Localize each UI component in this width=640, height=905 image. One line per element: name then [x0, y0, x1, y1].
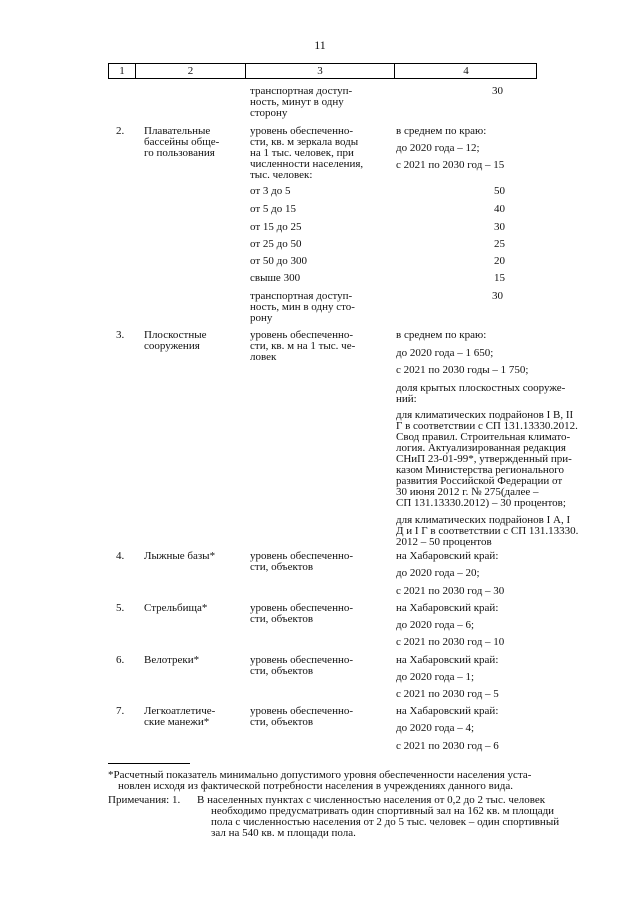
header-col-2: 2 — [187, 65, 194, 77]
row6-value-1: на Хабаровский край: — [396, 654, 499, 666]
page-number: 11 — [314, 38, 326, 52]
row5-value-1: на Хабаровский край: — [396, 602, 499, 614]
row4-value-2: до 2020 года – 20; — [396, 567, 480, 579]
row6-number: 6. — [116, 654, 125, 666]
row2-sub-value: 40 — [494, 203, 505, 215]
row4-number: 4. — [116, 550, 125, 562]
row2-sub-value: 20 — [494, 255, 505, 267]
row7-value-1: на Хабаровский край: — [396, 705, 499, 717]
footnote-separator — [108, 763, 190, 764]
row2-indicator: уровень обеспеченно- сти, кв. м зеркала воды на 1 тыс. человек, при численности населения, тыс. человек: — [250, 125, 364, 181]
row3-value-4: доля крытых плоскостных сооруже- ний: — [396, 382, 566, 405]
row2-transport: транспортная доступ- ность, мин в одну сто- рону — [250, 290, 355, 324]
row3-name: Плоскостные сооружения — [144, 329, 207, 352]
row2-sub-value: 50 — [494, 185, 505, 197]
row4-value-1: на Хабаровский край: — [396, 550, 499, 562]
row3-value-6: для климатических подрайонов I А, I Д и I Г в соответствии с СП 131.13330. 2012 – 50 процентов — [396, 514, 579, 548]
row5-number: 5. — [116, 602, 125, 614]
header-col-1: 1 — [119, 65, 125, 77]
row7-value-3: с 2021 по 2030 год – 6 — [396, 740, 499, 752]
notes-label: Примечания: 1. — [108, 794, 181, 806]
row6-name: Велотреки* — [144, 654, 200, 666]
row5-value-3: с 2021 по 2030 год – 10 — [396, 636, 505, 648]
row7-name: Легкоатлетиче- ские манежи* — [144, 705, 216, 728]
row2-sub-label: от 50 до 300 — [250, 255, 308, 267]
header-col-3: 3 — [317, 65, 323, 77]
footnote: *Расчетный показатель минимально допустимого уровня обеспеченности населения уста- новлен исходя из фактической потребности населения в учреждениях данного вида. — [108, 769, 532, 792]
row6-value-2: до 2020 года – 1; — [396, 671, 475, 683]
row7-number: 7. — [116, 705, 125, 717]
row3-indicator: уровень обеспеченно- сти, кв. м на 1 тыс. че- ловек — [250, 329, 356, 363]
row2-sub-value: 25 — [494, 238, 505, 250]
row4-value-3: с 2021 по 2030 год – 30 — [396, 585, 505, 597]
row3-value-3: с 2021 по 2030 годы – 1 750; — [396, 364, 529, 376]
row2-sub-label: от 5 до 15 — [250, 203, 297, 215]
row6-value-3: с 2021 по 2030 год – 5 — [396, 688, 499, 700]
row2-sub-label: свыше 300 — [250, 272, 301, 284]
row2-sub-label: от 25 до 50 — [250, 238, 302, 250]
row2-number: 2. — [116, 125, 125, 137]
row7-value-2: до 2020 года – 4; — [396, 722, 475, 734]
row7-indicator: уровень обеспеченно- сти, объектов — [250, 705, 354, 728]
row0-value: 30 — [492, 85, 503, 97]
row3-value-5: для климатических подрайонов I В, II Г в соответствии с СП 131.13330.2012. Свод правил. Строительная климато- логия. Актуализированная редакция СНиП 23-01-99*, утвержденный при- казом Министерства регионального развития Российской Федерации от 30 июня 2012 г. № 275(далее – СП 131.13330.2012) – 30 процентов; — [396, 409, 578, 509]
row4-indicator: уровень обеспеченно- сти, объектов — [250, 550, 354, 573]
row6-indicator: уровень обеспеченно- сти, объектов — [250, 654, 354, 677]
row2-name: Плавательные бассейны обще- го пользования — [144, 125, 220, 159]
row5-name: Стрельбища* — [144, 602, 208, 614]
row4-name: Лыжные базы* — [144, 550, 216, 562]
row3-value-1: в среднем по краю: — [396, 329, 487, 341]
row5-value-2: до 2020 года – 6; — [396, 619, 475, 631]
row2-value-1: в среднем по краю: — [396, 125, 487, 137]
row3-value-2: до 2020 года – 1 650; — [396, 347, 494, 359]
header-col-4: 4 — [463, 65, 469, 77]
row3-number: 3. — [116, 329, 125, 341]
row2-sub-value: 15 — [494, 272, 505, 284]
row0-indicator: транспортная доступ- ность, минут в одну сторону — [250, 85, 353, 119]
row2-value-2: до 2020 года – 12; — [396, 142, 480, 154]
row2-sub-label: от 3 до 5 — [250, 185, 291, 197]
table-header — [108, 63, 537, 79]
row2-value-3: с 2021 по 2030 год – 15 — [396, 159, 505, 171]
row2-sub-label: от 15 до 25 — [250, 221, 302, 233]
notes-text: В населенных пунктах с численностью населения от 0,2 до 2 тыс. человек необходимо предусматривать один спортивный зал на 162 кв. м площади пола с численностью населения от 2 до 5 тыс. человек – один спортивный зал на 540 кв. м площади пола. — [197, 794, 560, 839]
row2-transport-value: 30 — [492, 290, 503, 302]
row5-indicator: уровень обеспеченно- сти, объектов — [250, 602, 354, 625]
row2-sub-value: 30 — [494, 221, 505, 233]
